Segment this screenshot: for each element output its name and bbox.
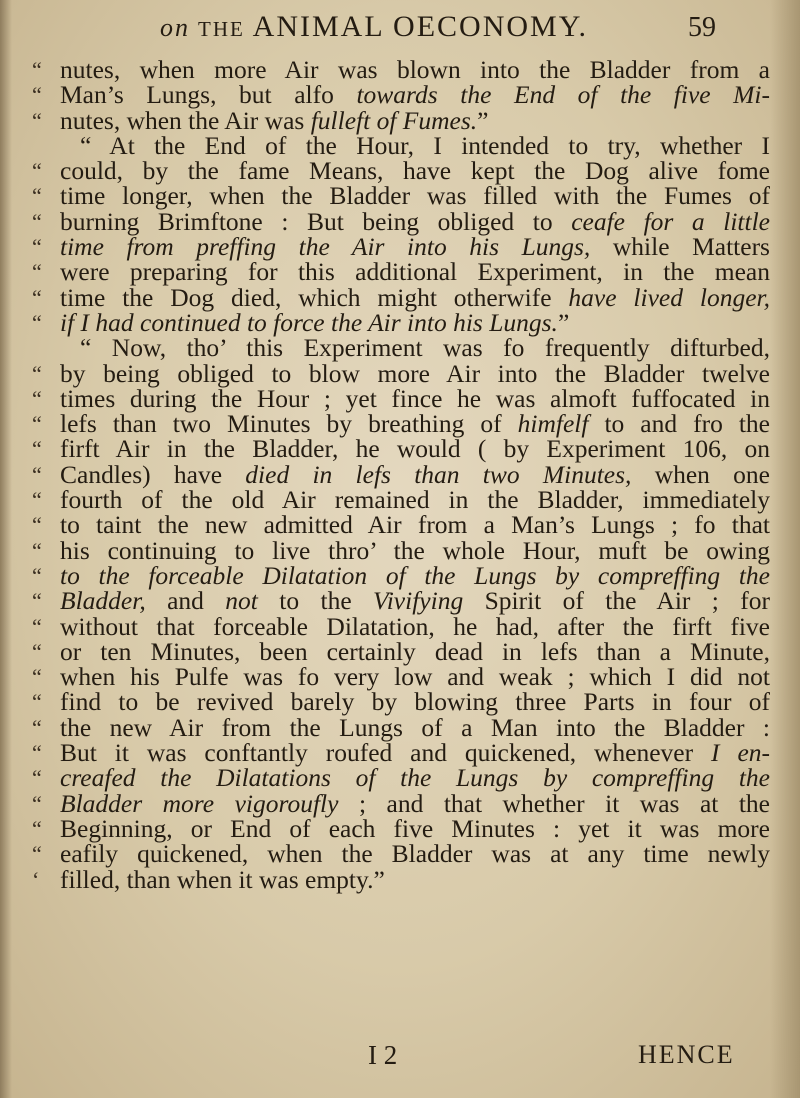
text-line <box>0 409 800 439</box>
quote-mark: “ <box>32 815 42 841</box>
text-line <box>0 535 800 565</box>
line-text: time from preffing the Air into his Lungs, while Matters <box>60 232 770 262</box>
quote-mark: “ <box>32 562 42 588</box>
quote-mark: “ <box>32 385 42 411</box>
text-line <box>0 206 800 236</box>
line-text: “ Now, tho’ this Experiment was fo frequently difturbed, <box>80 333 770 363</box>
quote-mark: “ <box>32 82 42 108</box>
text-line <box>0 839 800 869</box>
text-line <box>0 864 800 894</box>
quote-mark: “ <box>32 537 42 563</box>
line-text: Bladder more vigoroufly ; and that whether it was at the <box>60 788 770 818</box>
line-text: time longer, when the Bladder was filled with the Fumes of <box>60 181 770 211</box>
body-text <box>0 57 800 892</box>
text-line <box>0 586 800 616</box>
quote-mark: “ <box>32 588 42 614</box>
quote-mark: “ <box>32 740 42 766</box>
line-text: the new Air from the Lungs of a Man into the Bladder : <box>60 712 770 742</box>
line-text: nutes, when more Air was blown into the Bladder from a <box>60 55 770 84</box>
line-text: nutes, when the Air was fulleft of Fumes.” <box>60 105 489 135</box>
quote-mark: “ <box>32 714 42 740</box>
line-text: creafed the Dilatations of the Lungs by compreffing the <box>60 763 770 793</box>
text-line <box>0 434 800 464</box>
text-line <box>0 358 800 388</box>
line-text: Man’s Lungs, but alfo towards the End of the five Mi- <box>60 80 771 110</box>
quote-mark: “ <box>32 208 42 234</box>
text-line <box>0 130 800 160</box>
catchword: HENCE <box>638 1040 735 1069</box>
text-line <box>0 232 800 262</box>
signature-mark: I 2 <box>368 1040 398 1070</box>
quote-mark: “ <box>32 638 42 664</box>
quote-mark: “ <box>32 57 42 82</box>
text-line <box>0 156 800 186</box>
text-line <box>0 712 800 742</box>
line-text: were preparing for this additional Experiment, in the mean <box>60 257 770 287</box>
text-line <box>0 459 800 489</box>
quote-mark: “ <box>32 234 42 260</box>
line-text: But it was conftantly roufed and quickened, whenever I en- <box>60 738 770 768</box>
quote-mark: ‘ <box>32 866 40 892</box>
running-title-lead: on <box>160 13 190 42</box>
text-line <box>0 560 800 590</box>
line-text: or ten Minutes, been certainly dead in lefs than a Minute, <box>60 636 770 666</box>
page-footer <box>0 1040 800 1070</box>
text-line <box>0 80 800 110</box>
quote-mark: “ <box>32 411 42 437</box>
text-line <box>0 611 800 641</box>
line-text: Bladder, and not to the Vivifying Spirit of the Air ; for <box>60 586 770 616</box>
text-line <box>0 813 800 843</box>
line-text: Candles) have died in lefs than two Minutes, when one <box>60 459 770 489</box>
quote-mark: “ <box>32 689 42 715</box>
quote-mark: “ <box>32 613 42 639</box>
line-text: find to be revived barely by blowing three Parts in four of <box>60 687 770 717</box>
text-line <box>0 333 800 363</box>
text-line <box>0 687 800 717</box>
line-text: to taint the new admitted Air from a Man’s Lungs ; fo that <box>60 510 770 540</box>
quote-mark: “ <box>32 284 42 310</box>
running-header <box>120 10 740 50</box>
running-title-text: the ANIMAL OECONOMY. <box>198 10 589 43</box>
quote-mark: “ <box>32 765 42 791</box>
text-line <box>0 57 800 82</box>
text-line <box>0 181 800 211</box>
line-text: Beginning, or End of each five Minutes : yet it was more <box>60 813 770 843</box>
quote-mark: “ <box>32 107 42 133</box>
line-text: without that forceable Dilatation, he had, after the firft five <box>60 611 770 641</box>
quote-mark: “ <box>32 790 42 816</box>
page-number: 59 <box>688 12 716 43</box>
quote-mark: “ <box>32 664 42 690</box>
running-title <box>160 10 588 44</box>
line-text: time the Dog died, which might otherwife have lived longer, <box>60 282 770 312</box>
quote-mark: “ <box>32 360 42 386</box>
line-text: could, by the fame Means, have kept the Dog alive fome <box>60 156 770 186</box>
quote-mark: “ <box>32 436 42 462</box>
quote-mark: “ <box>32 487 42 513</box>
quote-mark: “ <box>32 841 42 867</box>
line-text: eafily quickened, when the Bladder was at any time newly <box>60 839 770 869</box>
line-text: when his Pulfe was fo very low and weak ; which I did not <box>60 662 770 692</box>
text-line <box>0 636 800 666</box>
line-text: his continuing to live thro’ the whole Hour, muft be owing <box>60 535 770 565</box>
line-text: to the forceable Dilatation of the Lungs by compreffing the <box>60 560 770 590</box>
quote-mark: “ <box>32 158 42 184</box>
line-text: if I had continued to force the Air into his Lungs.” <box>60 307 570 337</box>
quote-mark: “ <box>32 183 42 209</box>
line-text: fourth of the old Air remained in the Bladder, immediately <box>60 485 770 515</box>
line-text: by being obliged to blow more Air into the Bladder twelve <box>60 358 770 388</box>
text-line <box>0 307 800 337</box>
text-line <box>0 485 800 515</box>
quote-mark: “ <box>32 512 42 538</box>
line-text: times during the Hour ; yet fince he was almoft fuffocated in <box>60 383 770 413</box>
text-line <box>0 788 800 818</box>
line-text: burning Brimftone : But being obliged to ceafe for a little <box>60 206 770 236</box>
quote-mark: “ <box>32 259 42 285</box>
quote-mark: “ <box>32 461 42 487</box>
line-text: filled, than when it was empty.” <box>60 864 385 894</box>
text-line <box>0 738 800 768</box>
text-line <box>0 105 800 135</box>
line-text: firft Air in the Bladder, he would ( by Experiment 106, on <box>60 434 770 464</box>
text-line <box>0 257 800 287</box>
text-line <box>0 662 800 692</box>
text-line <box>0 510 800 540</box>
line-text: “ At the End of the Hour, I intended to try, whether I <box>80 130 770 160</box>
quote-mark: “ <box>32 309 42 335</box>
text-line <box>0 383 800 413</box>
line-text: lefs than two Minutes by breathing of himfelf to and fro the <box>60 409 770 439</box>
text-line <box>0 763 800 793</box>
text-line <box>0 282 800 312</box>
